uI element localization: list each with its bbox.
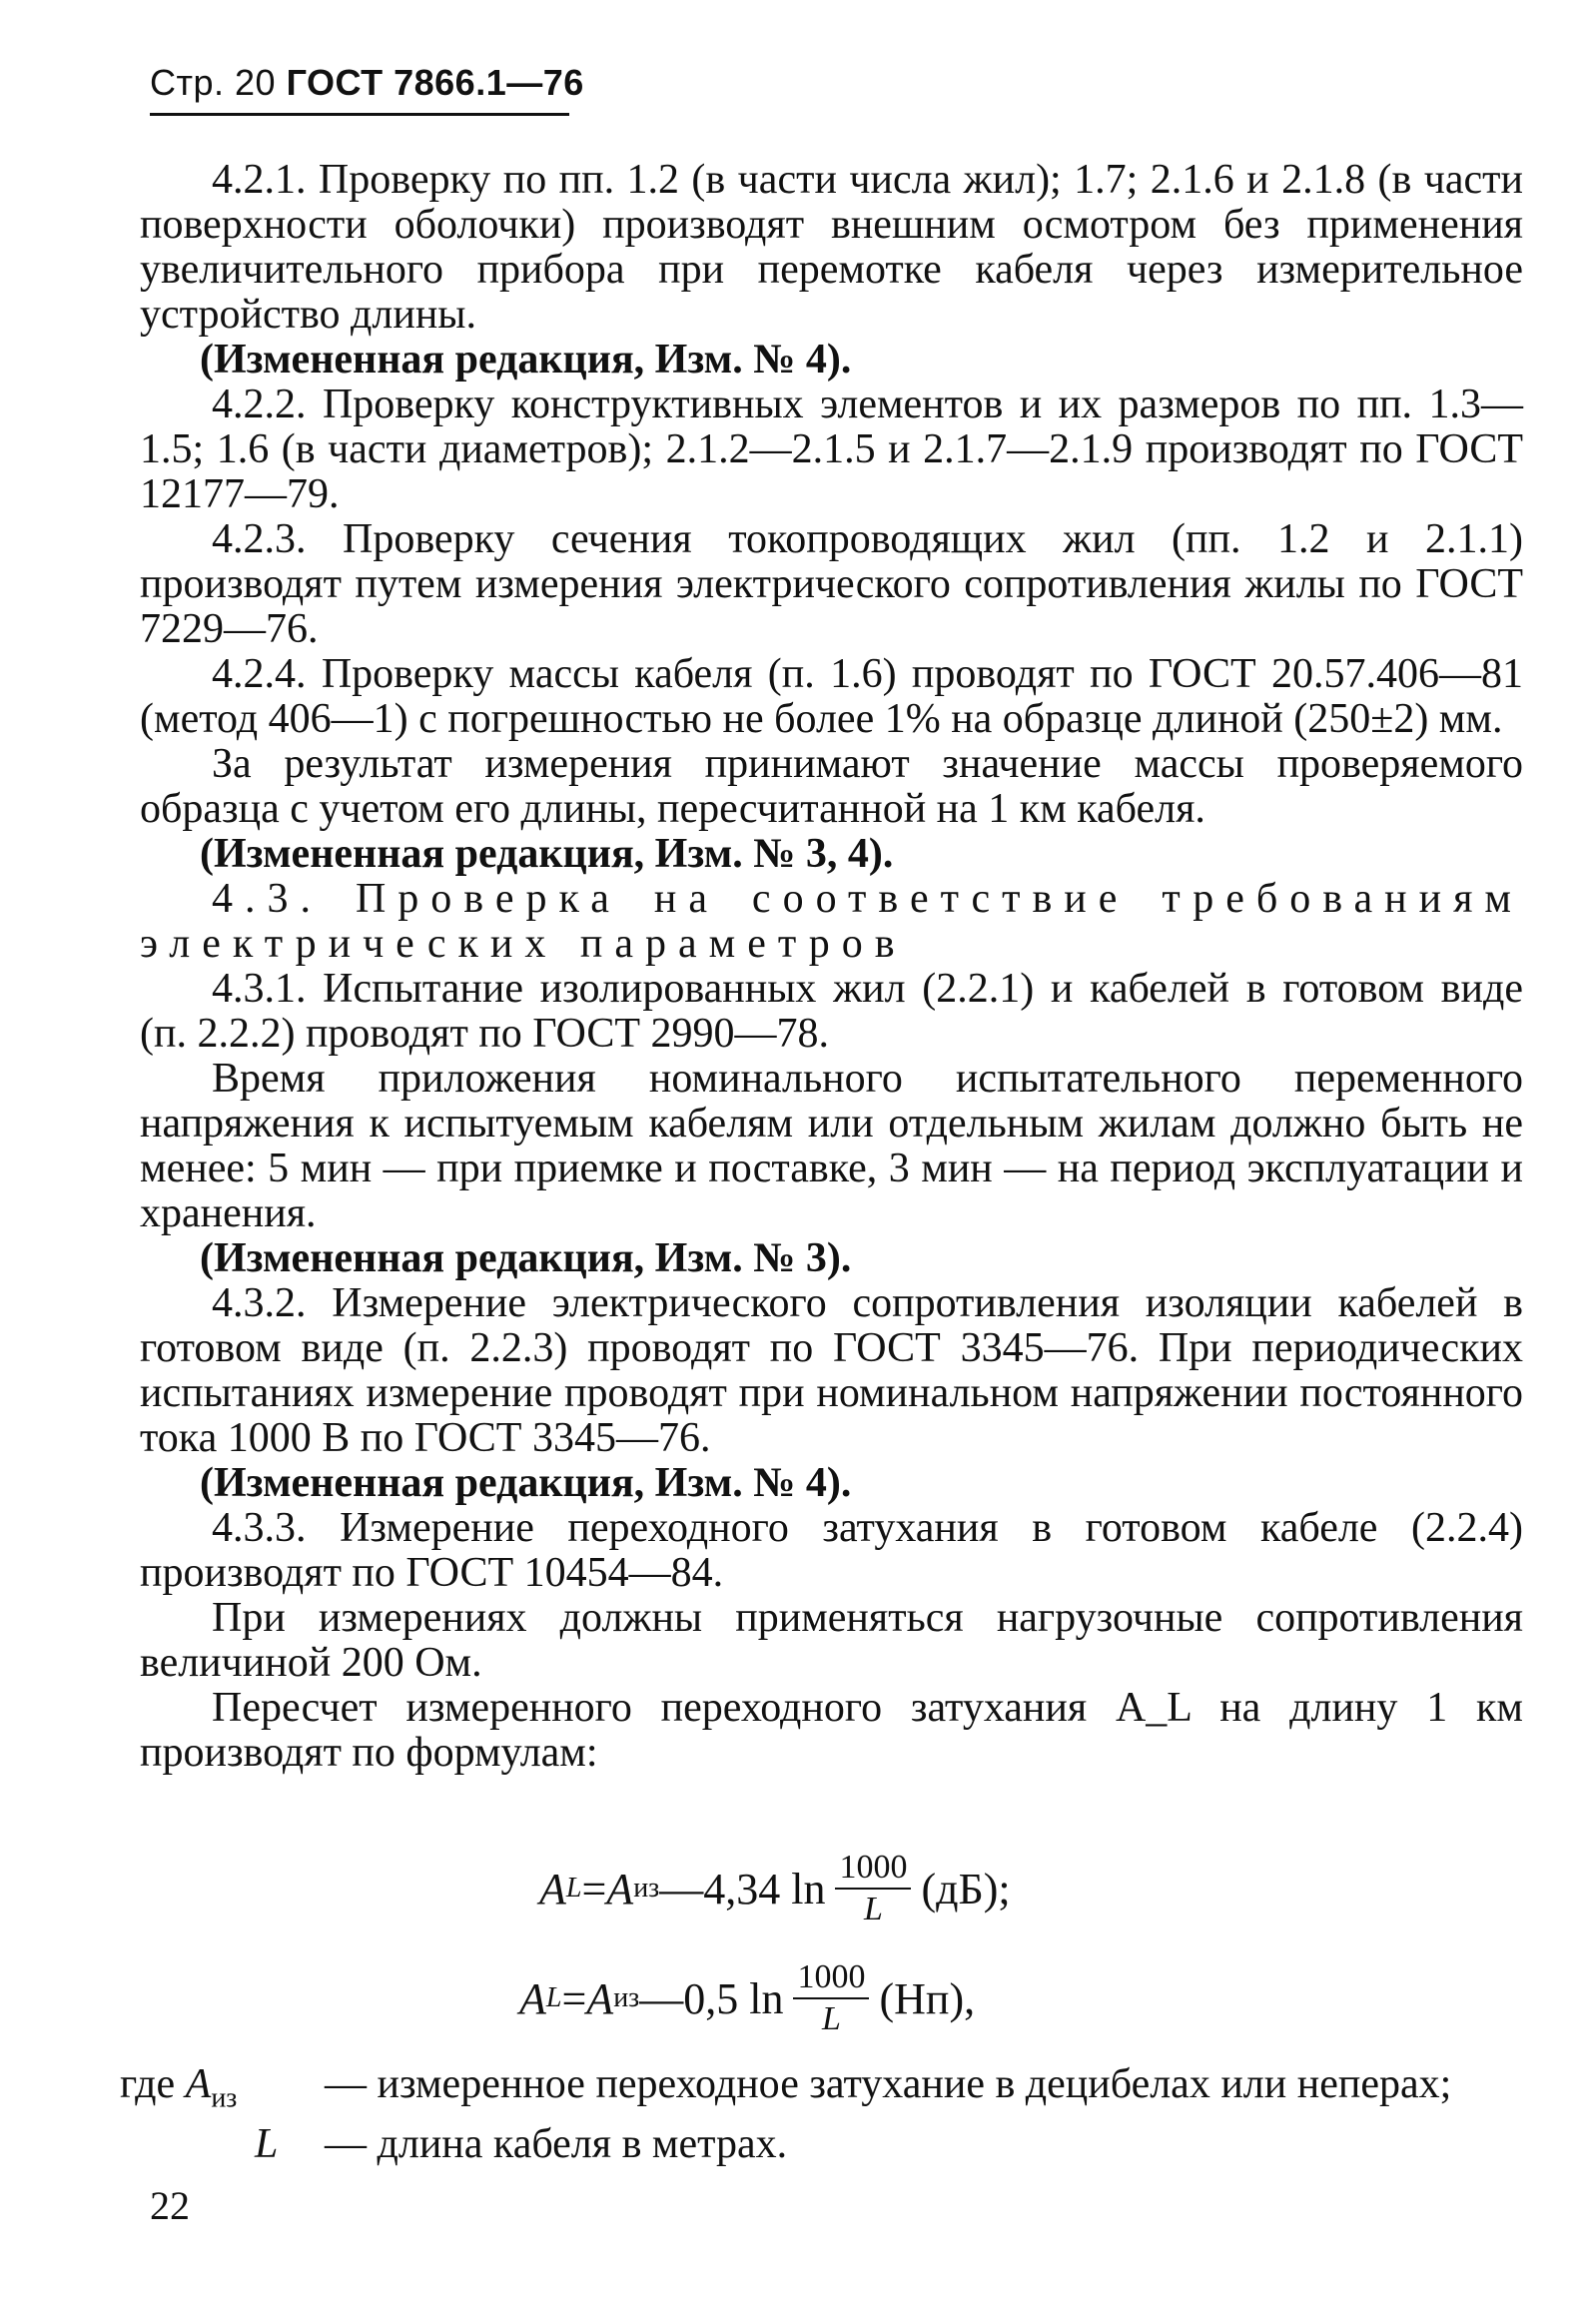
- header-page-label: Стр. 20: [150, 62, 277, 103]
- amendment-note: (Измененная редакция, Изм. № 3, 4).: [200, 831, 894, 877]
- definition-term: [120, 2061, 325, 2121]
- para-4-2-1: 4.2.1. Проверку по пп. 1.2 (в части числа жил); 1.7; 2.1.6 и 2.1.8 (в части поверхности оболочки) производят внешним осмотром без применения увеличительного прибора при перемотке кабеля через измерительное устройство длины.: [140, 157, 1523, 338]
- formula-symbol: A: [539, 1864, 566, 1914]
- formula-coefficient: —4,34 ln: [659, 1864, 826, 1914]
- formula-unit: (дБ);: [921, 1864, 1011, 1914]
- para-4-2-3: 4.2.3. Проверку сечения токопроводящих жил (пп. 1.2 и 2.1.1) производят путем измерения электрического сопротивления жилы по ГОСТ 7229—76.: [140, 516, 1523, 652]
- section-4-3-heading: 4.3. Проверка на соответствие требованиям электрических параметров: [140, 876, 1523, 967]
- para-4-2-4: 4.2.4. Проверку массы кабеля (п. 1.6) проводят по ГОСТ 20.57.406—81 (метод 406—1) с погрешностью не более 1% на образце длиной (250±2) мм.: [140, 651, 1523, 742]
- definition-row: [120, 2061, 1528, 2121]
- page-header: [150, 62, 584, 104]
- para-4-3-3-recalc: Пересчет измеренного переходного затухания A_L на длину 1 км производят по формулам:: [140, 1685, 1523, 1776]
- amendment-note: (Измененная редакция, Изм. № 4).: [200, 337, 852, 383]
- para-4-2-2: 4.2.2. Проверку конструктивных элементов и их размеров по пп. 1.3—1.5; 1.6 (в части диаметров); 2.1.2—2.1.5 и 2.1.7—2.1.9 производят по ГОСТ 12177—79.: [140, 382, 1523, 517]
- para-4-3-1: 4.3.1. Испытание изолированных жил (2.2.1) и кабелей в готовом виде (п. 2.2.2) проводят по ГОСТ 2990—78.: [140, 966, 1523, 1057]
- formula-db: [539, 1848, 1011, 1929]
- formula-equals: =: [581, 1864, 607, 1914]
- document-body: [140, 158, 1523, 1776]
- definition-subscript: из: [211, 2082, 238, 2114]
- amendment-note: (Измененная редакция, Изм. № 3).: [200, 1235, 852, 1281]
- formula-coefficient: —0,5 ln: [639, 1973, 784, 2023]
- formula-symbol: A: [586, 1973, 614, 2023]
- fraction-numerator: 1000: [793, 1957, 869, 1999]
- header-rule: [150, 113, 569, 116]
- definition-symbol: A: [185, 2061, 212, 2107]
- formula-unit: (Нп),: [879, 1973, 976, 2023]
- para-4-3-2: 4.3.2. Измерение электрического сопротивления изоляции кабелей в готовом виде (п. 2.2.3) проводят по ГОСТ 3345—76. При периодических испытаниях измерение проводят при номинальном напряжении постоянного тока 1000 В по ГОСТ 3345—76.: [140, 1280, 1523, 1461]
- formula-subscript: из: [633, 1873, 660, 1904]
- formula-equals: =: [561, 1973, 587, 2023]
- where-prefix: где: [120, 2061, 176, 2107]
- definition-text: — измеренное переходное затухание в децибелах или неперах;: [325, 2061, 1452, 2107]
- definition-term: [120, 2121, 325, 2167]
- formula-subscript: L: [545, 1982, 562, 2013]
- formula-subscript: L: [565, 1873, 582, 1904]
- definition-row: [120, 2121, 1528, 2167]
- definition-symbol: L: [255, 2121, 279, 2168]
- page-number: 22: [150, 2183, 190, 2228]
- formula-symbol: A: [606, 1864, 634, 1914]
- fraction-denominator: L: [864, 1891, 883, 1927]
- para-4-3-1-time: Время приложения номинального испытательного переменного напряжения к испытуемым кабелям или отдельным жилам должно быть не менее: 5 мин — при приемке и поставке, 3 мин — на период эксплуатации и хранения.: [140, 1056, 1523, 1236]
- formula-np: [519, 1957, 975, 2039]
- definition-text: — длина кабеля в метрах.: [325, 2121, 788, 2168]
- para-4-3-3-loads: При измерениях должны применяться нагрузочные сопротивления величиной 200 Ом.: [140, 1595, 1523, 1686]
- symbol-definitions: [120, 2061, 1528, 2167]
- fraction-denominator: L: [822, 2000, 841, 2037]
- formula-fraction: [793, 1957, 869, 2039]
- fraction-numerator: 1000: [835, 1848, 911, 1890]
- amendment-note: (Измененная редакция, Изм. № 4).: [200, 1460, 852, 1506]
- para-4-3-3: 4.3.3. Измерение переходного затухания в готовом кабеле (2.2.4) производят по ГОСТ 10454—84.: [140, 1505, 1523, 1596]
- formula-symbol: A: [519, 1973, 546, 2023]
- para-4-2-4-result: За результат измерения принимают значение массы проверяемого образца с учетом его длины, пересчитанной на 1 км кабеля.: [140, 741, 1523, 832]
- formula-fraction: [835, 1848, 911, 1929]
- formula-subscript: из: [613, 1982, 640, 2013]
- header-standard: ГОСТ 7866.1—76: [286, 62, 584, 103]
